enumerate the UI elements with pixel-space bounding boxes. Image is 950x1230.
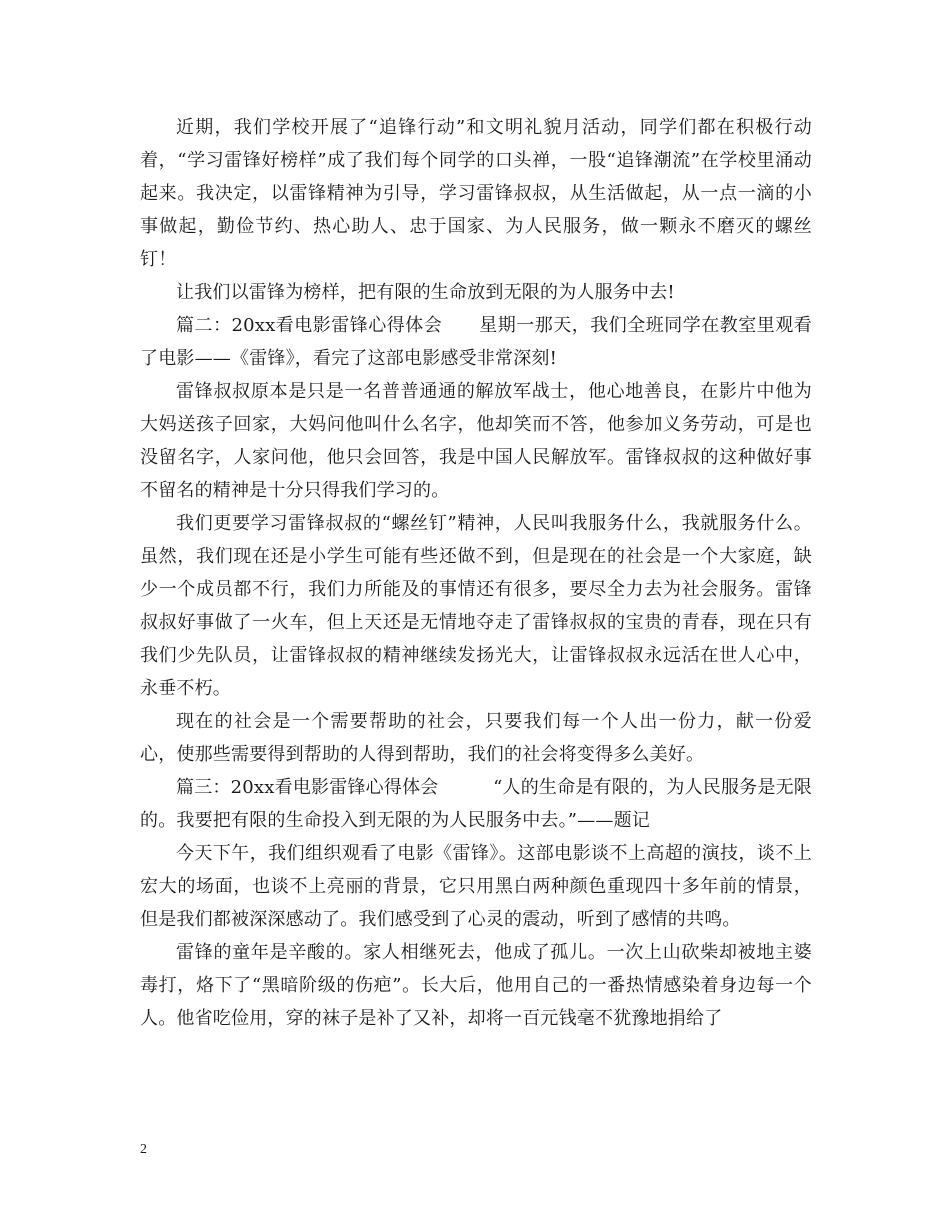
paragraph: 让我们以雷锋为榜样，把有限的生命放到无限的为人服务中去! [176,282,675,303]
paragraph: 近期，我们学校开展了“追锋行动”和文明礼貌月活动，同学们都在积极行动着，“学习雷锋好榜样”成了我们每个同学的口头禅，一股“追锋潮流”在学校里涌动起来。我决定，以雷锋精神为引导，学习雷锋叔叔，从生活做起，从一点一滴的小事做起，勤俭节约、热心助人、忠于国家、为人民服务，做一颗永不磨灭的螺丝钉！ [140,117,812,270]
paragraph: 篇三：20xx看电影雷锋心得体会 “人的生命是有限的，为人民服务是无限的。我要把有限的生命投入到无限的为人民服务中去。”——题记 [140,777,812,831]
paragraph: 雷锋叔叔原本是只是一名普普通通的解放军战士，他心地善良，在影片中他为大妈送孩子回家，大妈问他叫什么名字，他却笑而不答，他参加义务劳动，可是也没留名字，人家问他，他只会回答，我是中国人民解放军。雷锋叔叔的这种做好事不留名的精神是十分只得我们学习的。 [140,381,812,501]
paragraph: 现在的社会是一个需要帮助的社会，只要我们每一个人出一份力，献一份爱心，使那些需要得到帮助的人得到帮助，我们的社会将变得多么美好。 [140,711,812,765]
paragraph: 今天下午，我们组织观看了电影《雷锋》。这部电影谈不上高超的演技，谈不上宏大的场面，也谈不上亮丽的背景，它只用黑白两种颜色重现四十多年前的情景，但是我们都被深深感动了。我们感受到了心灵的震动，听到了感情的共鸣。 [140,843,812,930]
page-number: 2 [140,1142,147,1157]
document-body [140,111,812,1035]
paragraph: 篇二：20xx看电影雷锋心得体会 星期一那天，我们全班同学在教室里观看了电影——《雷锋》，看完了这部电影感受非常深刻! [140,315,812,369]
paragraph: 雷锋的童年是辛酸的。家人相继死去，他成了孤儿。一次上山砍柴却被地主婆毒打，烙下了“黑暗阶级的伤疤”。长大后，他用自己的一番热情感染着身边每一个人。他省吃俭用，穿的袜子是补了又补，却将一百元钱毫不犹豫地捐给了 [140,942,812,1029]
paragraph: 我们更要学习雷锋叔叔的“螺丝钉”精神，人民叫我服务什么，我就服务什么。虽然，我们现在还是小学生可能有些还做不到，但是现在的社会是一个大家庭，缺少一个成员都不行，我们力所能及的事情还有很多，要尽全力去为社会服务。雷锋叔叔好事做了一火车，但上天还是无情地夺走了雷锋叔叔的宝贵的青春，现在只有我们少先队员，让雷锋叔叔的精神继续发扬光大，让雷锋叔叔永远活在世人心中，永垂不朽。 [140,513,812,699]
